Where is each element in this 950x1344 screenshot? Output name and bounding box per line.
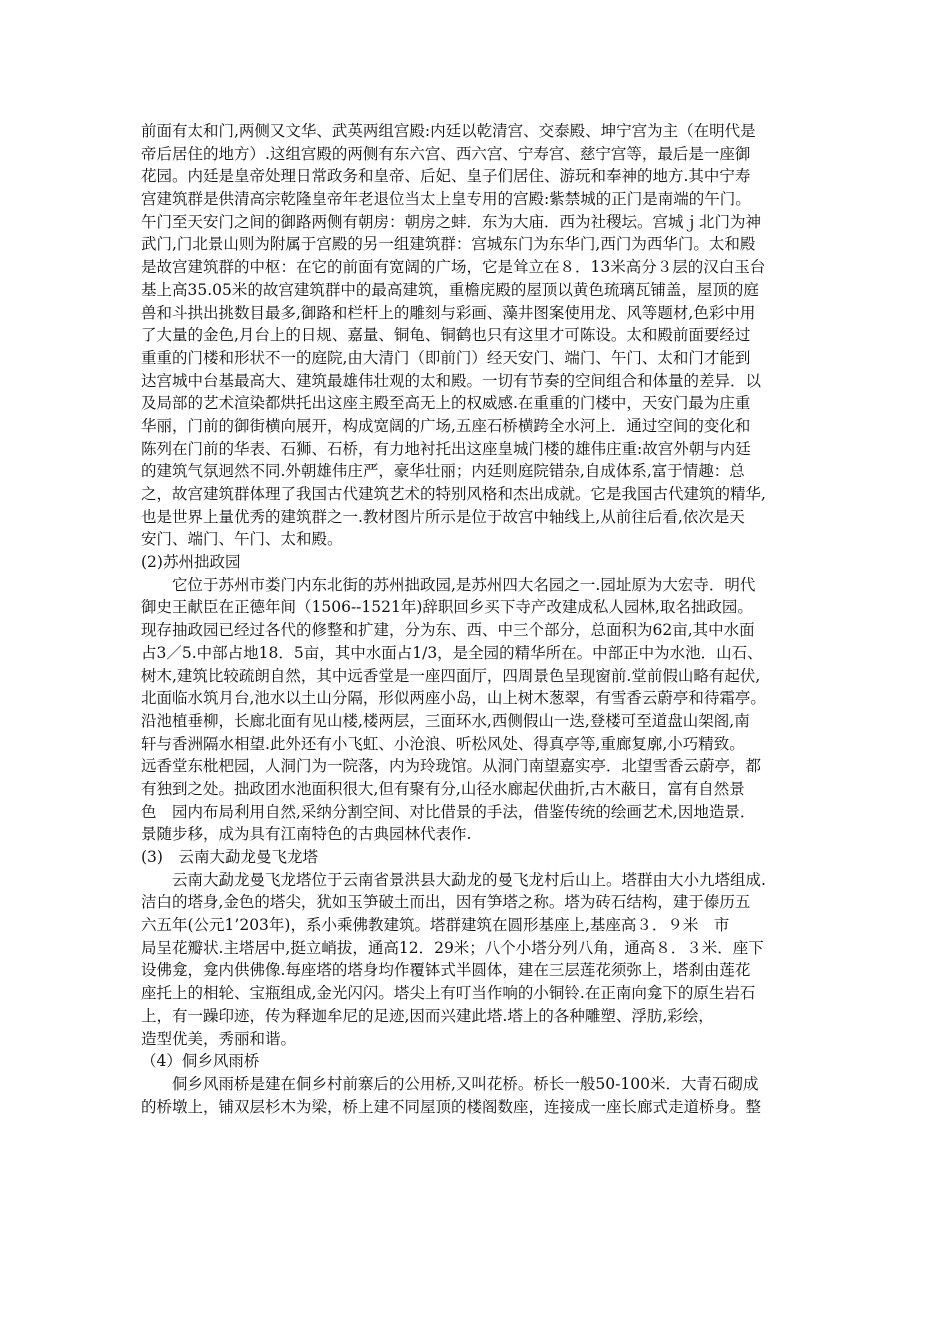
- text-line: 远香堂东枇杷园，人洞门为一院落，内为玲珑馆。从洞门南望嘉实亭．北望雪香云蔚亭，都: [141, 757, 762, 776]
- text-line: 轩与香洲隔水相望.此外还有小飞虹、小沧浪、听松风处、得真亭等,重廊复廓,小巧精致。: [141, 734, 745, 753]
- text-line: 御史王献臣在正德年间（1506--1521年)辞职回乡买下寺产改建成私人园林,取名拙政园。: [141, 598, 753, 617]
- text-line: 安门、端门、午门、太和殿。: [141, 530, 343, 549]
- text-line: 它位于苏州市娄门内东北街的苏州拙政园,是苏州四大名园之一.园址原为大宏寺．明代: [141, 575, 756, 594]
- text-line: 的建筑气氛迥然不同.外朝雄伟庄严，豪华壮丽；内廷则庭院错杂,自成体系,富于情趣：总: [141, 462, 745, 481]
- text-line: 了大量的金色,月台上的日规、嘉量、铜龟、铜鹤也只有这里才可陈设。太和殿前面要经过: [141, 326, 751, 345]
- text-line: 有独到之处。拙政团水池面积很大,但有聚有分,山径水廊起伏曲折,古木蔽日，富有自然景: [141, 779, 745, 798]
- text-line: 基上高35.05米的故宫建筑群中的最高建筑，重檐庑殿的屋顶以黄色琉璃瓦铺盖，屋顶的庭: [141, 280, 759, 299]
- text-line: 洁白的塔身,金色的塔尖，犹如玉笋破土而出，因有笋塔之称。塔为砖石结构，建于傣历五: [141, 893, 751, 912]
- text-line: 座托上的相轮、宝瓶组成,金光闪闪。塔尖上有叮当作响的小铜铃.在正南向龛下的原生岩石: [141, 984, 756, 1003]
- text-line: 树木,建筑比较疏朗自然，其中远香堂是一座四面厅，四周景色呈现窗前.堂前假山略有起伏,: [141, 666, 761, 685]
- text-line: 达宫城中台基最高大、建筑最雄伟壮观的太和殿。一切有节奏的空间组合和体量的差异．以: [141, 371, 762, 390]
- body-text: [141, 120, 831, 1118]
- text-line: 设佛龛，龛内供佛像.每座塔的塔身均作覆钵式半圆体，建在三层莲花须弥上，塔刹由莲花: [141, 961, 751, 980]
- text-line: 之，故宫建筑群体理了我国古代建筑艺术的特别风格和杰出成就。它是我国古代建筑的精华,: [141, 485, 766, 503]
- section-heading-wind-rain-bridge: （4）侗乡风雨桥: [141, 1052, 260, 1071]
- text-line: 六五年(公元1’203年)，系小乘佛教建筑。塔群建筑在圆形基座上,基座高３．９米 市: [141, 916, 730, 935]
- text-line: 北面临水筑月台,池水以土山分隔，形似两座小岛，山上树木葱翠，有雪香云蔚亭和待霜亭。: [141, 689, 766, 708]
- text-line: 景随步移，成为具有江南特色的古典园林代表作.: [141, 825, 472, 844]
- text-line: 局呈花瓣状.主塔居中,挺立峭拔，通高12．29米；八个小塔分列八角，通高８．３米．座下: [141, 938, 764, 957]
- text-line: 武门,门北景山则为附属于宫殿的另一组建筑群：宫城东门为东华门,西门为西华门。太和殿: [141, 235, 756, 254]
- text-line: 陈列在门前的华表、石狮、石桥，有力地衬托出这座皇城门楼的雄伟庄重:故宫外朝与内廷: [141, 439, 751, 458]
- section-heading-yunnan-pagoda: (3) 云南大勐龙曼飞龙塔: [141, 848, 318, 866]
- text-line: 是故宫建筑群的中枢：在它的前面有宽阔的广场，它是耸立在８．13米高分３层的汉白玉台: [141, 258, 766, 277]
- text-line: 及局部的艺术渲染都烘托出这座主殿至高无上的权威感.在重重的门楼中，天安门最为庄重: [141, 394, 751, 413]
- text-line: 色 园内布局利用自然,采纳分割空间、对比借景的手法，借鉴传统的绘画艺术,因地造景．: [141, 802, 756, 821]
- section-heading-suzhou-garden: (2)苏州拙政园: [141, 553, 241, 572]
- text-line: 沿池植垂柳，长廊北面有见山楼,楼两层，三面环水,西侧假山一迭,登楼可至道盘山架阁,南: [141, 711, 750, 730]
- text-line: 也是世界上量优秀的建筑群之一.教材图片所示是位于故宫中轴线上,从前往后看,依次是天: [141, 507, 745, 526]
- text-line: 帝后居住的地方）.这组宫殿的两侧有东六宫、西六宫、宁寿宫、慈宁宫等，最后是一座御: [141, 144, 751, 163]
- text-line: 花园。内廷是皇帝处理日常政务和皇帝、后妃、皇子们居住、游玩和奉神的地方.其中宁寿: [141, 167, 751, 186]
- text-line: 华丽，门前的御街横向展开，构成宽阔的广场,五座石桥横跨全水河上．通过空间的变化和: [141, 416, 751, 435]
- text-line: 兽和斗拱出挑数目最多,御路和栏杆上的雕刻与彩画、藻井图案使用龙、风等题材,色彩中用: [141, 303, 756, 322]
- text-line: 占3／5.中部占地18．5亩，其中水面占1/3，是全园的精华所在。中部正中为水池．山石、: [141, 643, 763, 662]
- text-line: 重重的门楼和形状不一的庭院,由大清门（即前门）经天安门、端门、午门、太和门才能到: [141, 348, 751, 367]
- text-line: 侗乡风雨桥是建在侗乡村前寨后的公用桥,又叫花桥。桥长一般50-100米．大青石砌成: [141, 1074, 759, 1093]
- text-line: 宫建筑群是供清高宗乾隆皇帝年老退位当太上皇专用的宫殿:紫禁城的正门是南端的午门。: [141, 190, 751, 209]
- text-line: 前面有太和门,两侧又文华、武英两组宫殿:内廷以乾清宫、交泰殿、坤宁宫为主（在明代是: [141, 122, 756, 140]
- text-line: 午门至天安门之间的御路两侧有朝房：朝房之蚌．东为大庙．西为社稷坛。宫城ｊ北门为神: [141, 212, 762, 231]
- text-line: 的桥墩上，铺双层杉木为梁，桥上建不同屋顶的楼阁数座，连接成一座长廊式走道桥身。整: [141, 1097, 762, 1116]
- text-line: 云南大勐龙曼飞龙塔位于云南省景洪县大勐龙的曼飞龙村后山上。塔群由大小九塔组成.: [141, 870, 766, 889]
- text-line: 现存抽政园已经过各代的修整和扩建，分为东、西、中三个部分，总面积为62亩,其中水面: [141, 621, 755, 640]
- text-line: 造型优美，秀丽和谐。: [141, 1029, 297, 1048]
- text-line: 上，有一躁印迹，传为释迦牟尼的足迹,因而兴建此塔.塔上的各种雕塑、浮肪,彩绘，: [141, 1006, 714, 1025]
